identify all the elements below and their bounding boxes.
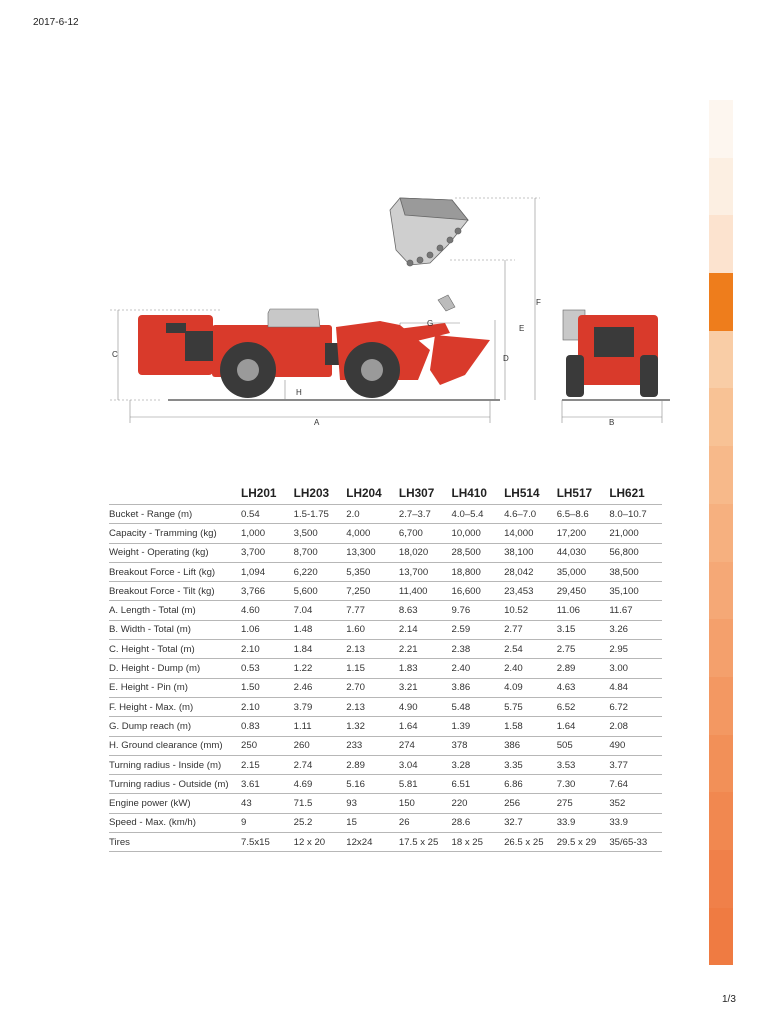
row-value: 2.89 <box>346 755 399 774</box>
row-value: 4.6–7.0 <box>504 505 557 524</box>
row-value: 8.63 <box>399 601 452 620</box>
row-label: D. Height - Dump (m) <box>109 659 241 678</box>
strip-segment <box>709 562 733 620</box>
row-value: 1.60 <box>346 620 399 639</box>
row-value: 26 <box>399 813 452 832</box>
row-value: 0.83 <box>241 717 294 736</box>
row-value: 2.59 <box>451 620 504 639</box>
row-value: 13,700 <box>399 562 452 581</box>
row-value: 6.5–8.6 <box>557 505 610 524</box>
row-value: 2.08 <box>609 717 662 736</box>
row-value: 18,020 <box>399 543 452 562</box>
row-value: 490 <box>609 736 662 755</box>
table-body <box>109 505 662 852</box>
strip-segment <box>709 158 733 216</box>
row-value: 3,500 <box>294 524 347 543</box>
row-value: 14,000 <box>504 524 557 543</box>
strip-segment <box>709 735 733 793</box>
row-value: 6,700 <box>399 524 452 543</box>
row-value: 35,100 <box>609 582 662 601</box>
row-label: H. Ground clearance (mm) <box>109 736 241 755</box>
row-value: 23,453 <box>504 582 557 601</box>
row-value: 12x24 <box>346 833 399 852</box>
dim-e: E <box>519 324 525 333</box>
row-value: 2.75 <box>557 640 610 659</box>
row-value: 233 <box>346 736 399 755</box>
color-strip <box>709 100 733 966</box>
row-label: Weight - Operating (kg) <box>109 543 241 562</box>
row-value: 4.60 <box>241 601 294 620</box>
row-value: 16,600 <box>451 582 504 601</box>
raised-bucket <box>390 198 468 266</box>
row-value: 38,100 <box>504 543 557 562</box>
strip-segment <box>709 446 733 504</box>
header-model: LH514 <box>504 486 540 500</box>
header-model: LH201 <box>241 486 277 500</box>
row-label: C. Height - Total (m) <box>109 640 241 659</box>
header-model: LH204 <box>346 486 382 500</box>
row-value: 17,200 <box>557 524 610 543</box>
row-value: 505 <box>557 736 610 755</box>
row-value: 3.86 <box>451 678 504 697</box>
row-value: 11.06 <box>557 601 610 620</box>
row-value: 6,220 <box>294 562 347 581</box>
row-value: 5.81 <box>399 775 452 794</box>
row-value: 1.32 <box>346 717 399 736</box>
row-value: 2.95 <box>609 640 662 659</box>
row-value: 3.28 <box>451 755 504 774</box>
table-row <box>109 813 662 832</box>
row-label: Turning radius - Outside (m) <box>109 775 241 794</box>
row-value: 2.7–3.7 <box>399 505 452 524</box>
row-value: 2.70 <box>346 678 399 697</box>
table-row <box>109 736 662 755</box>
row-value: 275 <box>557 794 610 813</box>
row-value: 7.77 <box>346 601 399 620</box>
strip-segment <box>709 792 733 850</box>
row-value: 7,250 <box>346 582 399 601</box>
row-value: 2.40 <box>504 659 557 678</box>
row-value: 352 <box>609 794 662 813</box>
row-label: Breakout Force - Tilt (kg) <box>109 582 241 601</box>
row-value: 3.21 <box>399 678 452 697</box>
row-value: 9 <box>241 813 294 832</box>
row-value: 386 <box>504 736 557 755</box>
table-row <box>109 640 662 659</box>
loader-diagram <box>100 185 680 435</box>
row-value: 1,094 <box>241 562 294 581</box>
row-value: 7.64 <box>609 775 662 794</box>
table-header-row <box>109 483 662 505</box>
print-date: 2017-6-12 <box>33 17 79 28</box>
row-label: Turning radius - Inside (m) <box>109 755 241 774</box>
row-value: 4.84 <box>609 678 662 697</box>
strip-segment <box>709 215 733 273</box>
row-value: 4.09 <box>504 678 557 697</box>
row-value: 26.5 x 25 <box>504 833 557 852</box>
row-value: 4.90 <box>399 697 452 716</box>
row-value: 28,500 <box>451 543 504 562</box>
row-value: 5.75 <box>504 697 557 716</box>
loader-side-view <box>138 309 490 398</box>
row-value: 93 <box>346 794 399 813</box>
dim-c: C <box>112 350 118 359</box>
row-value: 274 <box>399 736 452 755</box>
row-value: 2.54 <box>504 640 557 659</box>
row-value: 28.6 <box>451 813 504 832</box>
row-value: 378 <box>451 736 504 755</box>
row-value: 0.54 <box>241 505 294 524</box>
row-label: Capacity - Tramming (kg) <box>109 524 241 543</box>
header-model: LH307 <box>398 486 435 500</box>
row-value: 2.38 <box>451 640 504 659</box>
table-row <box>109 717 662 736</box>
row-value: 11.67 <box>609 601 662 620</box>
row-value: 150 <box>399 794 452 813</box>
row-value: 3.15 <box>557 620 610 639</box>
page-number: 1/3 <box>722 994 736 1005</box>
header-model: LH410 <box>451 486 487 500</box>
table-row <box>109 582 662 601</box>
dim-d: D <box>503 354 509 363</box>
dim-f: F <box>536 298 541 307</box>
row-value: 8.0–10.7 <box>609 505 662 524</box>
row-value: 33.9 <box>609 813 662 832</box>
table-row <box>109 775 662 794</box>
dim-b: B <box>609 418 615 427</box>
row-value: 32.7 <box>504 813 557 832</box>
strip-segment <box>709 273 733 331</box>
row-value: 3.77 <box>609 755 662 774</box>
table-row <box>109 833 662 852</box>
row-label: A. Length - Total (m) <box>109 601 241 620</box>
spec-table <box>109 483 662 852</box>
table-row <box>109 524 662 543</box>
row-value: 1.15 <box>346 659 399 678</box>
dim-a: A <box>314 418 320 427</box>
strip-segment <box>709 908 733 966</box>
row-value: 38,500 <box>609 562 662 581</box>
row-value: 12 x 20 <box>294 833 347 852</box>
strip-segment <box>709 331 733 389</box>
row-value: 5,350 <box>346 562 399 581</box>
row-value: 18,800 <box>451 562 504 581</box>
row-value: 1,000 <box>241 524 294 543</box>
row-value: 2.89 <box>557 659 610 678</box>
row-label: Speed - Max. (km/h) <box>109 813 241 832</box>
row-value: 21,000 <box>609 524 662 543</box>
table-row <box>109 755 662 774</box>
strip-segment <box>709 850 733 908</box>
row-value: 3.26 <box>609 620 662 639</box>
row-value: 3.53 <box>557 755 610 774</box>
row-value: 3.00 <box>609 659 662 678</box>
row-label: Tires <box>109 833 241 852</box>
row-value: 1.48 <box>294 620 347 639</box>
row-label: E. Height - Pin (m) <box>109 678 241 697</box>
row-value: 2.13 <box>346 640 399 659</box>
row-value: 1.11 <box>294 717 347 736</box>
row-value: 3.79 <box>294 697 347 716</box>
row-value: 1.83 <box>399 659 452 678</box>
table-row <box>109 543 662 562</box>
row-value: 56,800 <box>609 543 662 562</box>
dim-h: H <box>296 388 302 397</box>
strip-segment <box>709 619 733 677</box>
row-value: 1.39 <box>451 717 504 736</box>
strip-segment <box>709 100 733 158</box>
row-value: 4,000 <box>346 524 399 543</box>
row-value: 2.10 <box>241 697 294 716</box>
row-value: 6.72 <box>609 697 662 716</box>
table-row <box>109 678 662 697</box>
table-row <box>109 601 662 620</box>
row-value: 44,030 <box>557 543 610 562</box>
row-value: 4.0–5.4 <box>451 505 504 524</box>
row-value: 10,000 <box>451 524 504 543</box>
table-row <box>109 620 662 639</box>
row-value: 3.35 <box>504 755 557 774</box>
table-row <box>109 659 662 678</box>
row-value: 5.48 <box>451 697 504 716</box>
table-row <box>109 697 662 716</box>
header-model: LH517 <box>556 486 593 500</box>
row-value: 3.04 <box>399 755 452 774</box>
loader-front-view <box>563 310 658 397</box>
row-value: 1.64 <box>557 717 610 736</box>
row-value: 1.50 <box>241 678 294 697</box>
row-value: 6.51 <box>451 775 504 794</box>
table-row <box>109 505 662 524</box>
row-value: 4.63 <box>557 678 610 697</box>
row-value: 2.46 <box>294 678 347 697</box>
row-value: 17.5 x 25 <box>399 833 452 852</box>
row-value: 0.53 <box>241 659 294 678</box>
dim-g: G <box>427 319 434 328</box>
header-model: LH203 <box>293 486 330 500</box>
row-value: 2.77 <box>504 620 557 639</box>
row-label: Bucket - Range (m) <box>109 505 241 524</box>
row-value: 6.86 <box>504 775 557 794</box>
row-label: F. Height - Max. (m) <box>109 697 241 716</box>
row-value: 18 x 25 <box>451 833 504 852</box>
row-value: 5.16 <box>346 775 399 794</box>
row-value: 250 <box>241 736 294 755</box>
row-value: 6.52 <box>557 697 610 716</box>
strip-segment <box>709 677 733 735</box>
strip-segment <box>709 388 733 446</box>
header-blank <box>109 483 241 505</box>
row-value: 1.06 <box>241 620 294 639</box>
row-value: 13,300 <box>346 543 399 562</box>
header-model: LH621 <box>609 486 645 500</box>
table-row <box>109 794 662 813</box>
row-value: 2.14 <box>399 620 452 639</box>
row-value: 7.04 <box>294 601 347 620</box>
row-value: 35/65-33 <box>609 833 662 852</box>
row-value: 1.84 <box>294 640 347 659</box>
strip-segment <box>709 504 733 562</box>
row-value: 2.74 <box>294 755 347 774</box>
row-value: 2.10 <box>241 640 294 659</box>
row-value: 43 <box>241 794 294 813</box>
row-value: 11,400 <box>399 582 452 601</box>
row-value: 33.9 <box>557 813 610 832</box>
row-value: 220 <box>451 794 504 813</box>
row-value: 29.5 x 29 <box>557 833 610 852</box>
row-value: 1.5-1.75 <box>294 505 347 524</box>
row-value: 3.61 <box>241 775 294 794</box>
row-value: 256 <box>504 794 557 813</box>
row-value: 29,450 <box>557 582 610 601</box>
row-value: 1.64 <box>399 717 452 736</box>
row-value: 2.0 <box>346 505 399 524</box>
row-label: Engine power (kW) <box>109 794 241 813</box>
row-label: Breakout Force - Lift (kg) <box>109 562 241 581</box>
row-value: 15 <box>346 813 399 832</box>
dump-arm <box>438 295 455 311</box>
row-value: 10.52 <box>504 601 557 620</box>
row-value: 1.58 <box>504 717 557 736</box>
table-row <box>109 562 662 581</box>
row-value: 260 <box>294 736 347 755</box>
row-label: B. Width - Total (m) <box>109 620 241 639</box>
row-value: 2.21 <box>399 640 452 659</box>
row-value: 7.5x15 <box>241 833 294 852</box>
row-value: 3,766 <box>241 582 294 601</box>
row-value: 28,042 <box>504 562 557 581</box>
row-value: 7.30 <box>557 775 610 794</box>
row-value: 2.15 <box>241 755 294 774</box>
row-value: 25.2 <box>294 813 347 832</box>
row-value: 35,000 <box>557 562 610 581</box>
row-value: 2.40 <box>451 659 504 678</box>
row-value: 1.22 <box>294 659 347 678</box>
row-value: 71.5 <box>294 794 347 813</box>
row-value: 3,700 <box>241 543 294 562</box>
row-value: 9.76 <box>451 601 504 620</box>
row-value: 5,600 <box>294 582 347 601</box>
row-label: G. Dump reach (m) <box>109 717 241 736</box>
row-value: 2.13 <box>346 697 399 716</box>
row-value: 8,700 <box>294 543 347 562</box>
row-value: 4.69 <box>294 775 347 794</box>
